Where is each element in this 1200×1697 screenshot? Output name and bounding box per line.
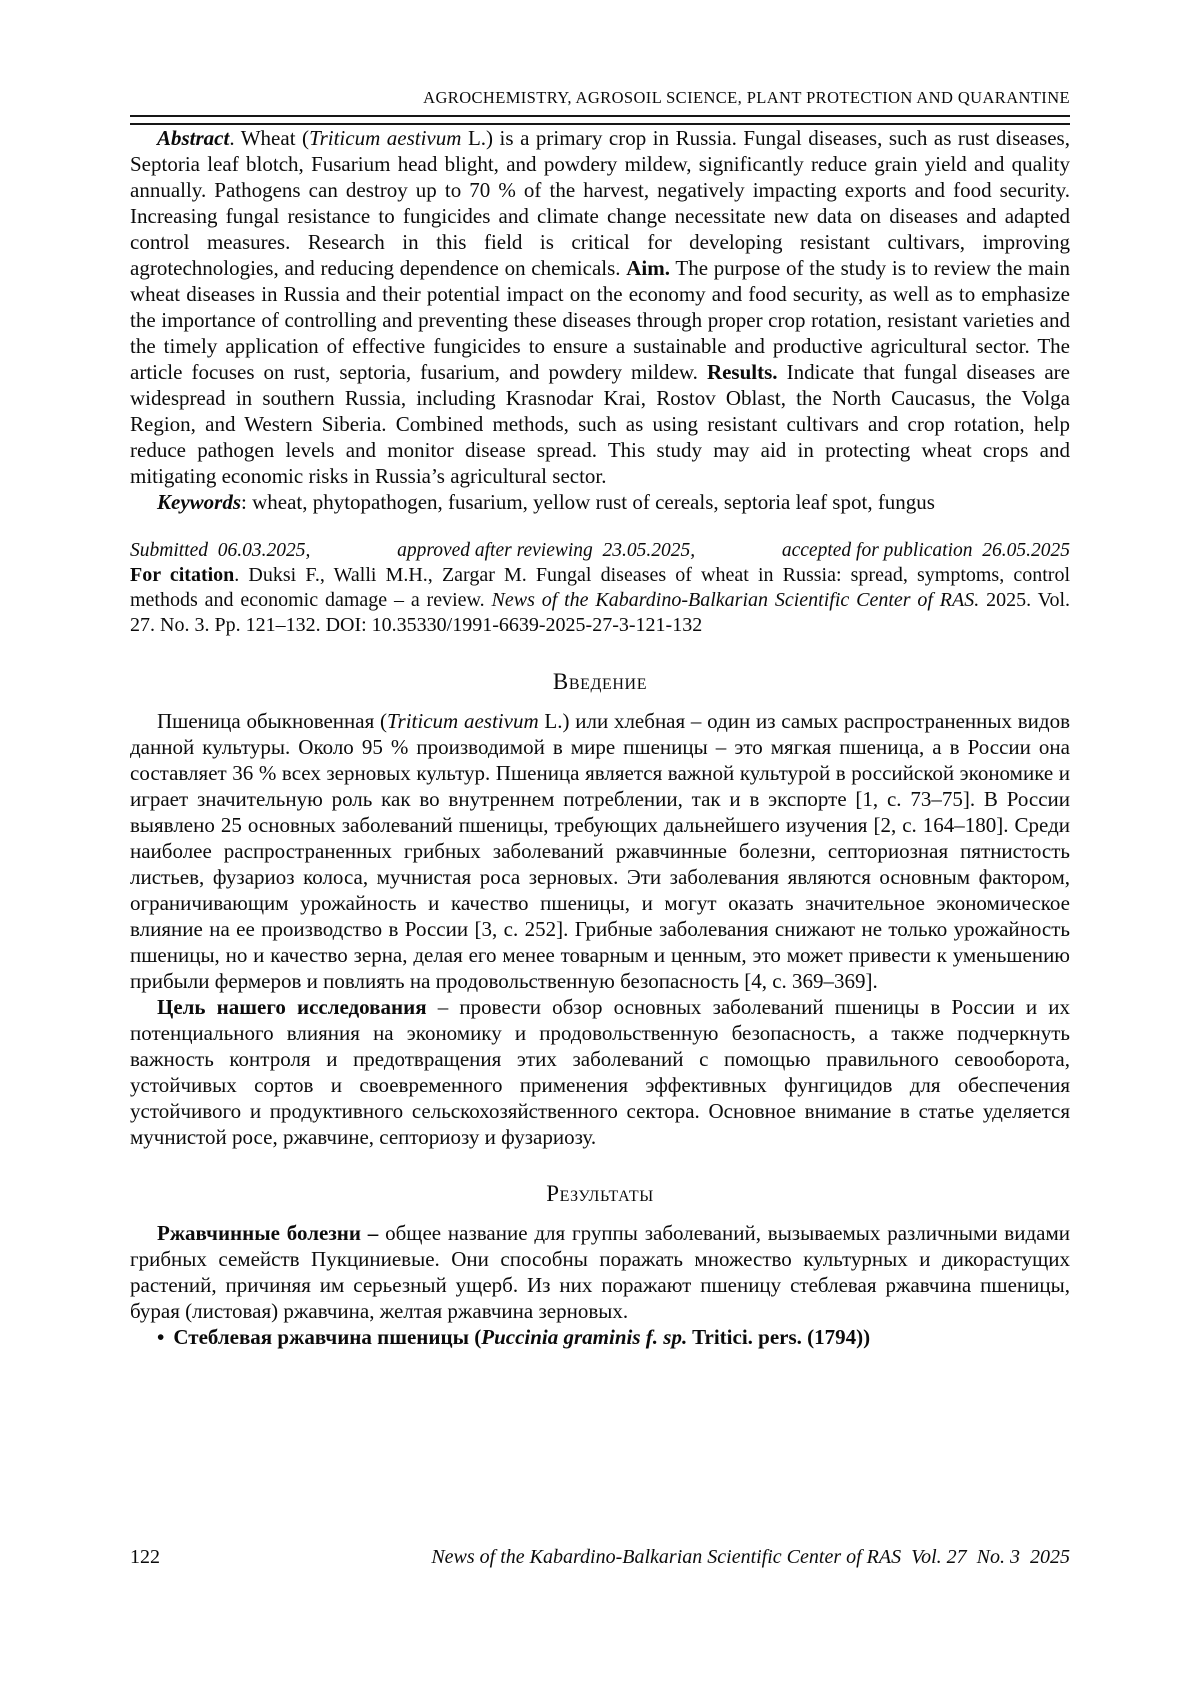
submitted-date: Submitted 06.03.2025, [130, 540, 311, 561]
approved-date: approved after reviewing 23.05.2025, [397, 540, 696, 561]
bullet-pathogen-tail: Tritici. pers. (1794)) [687, 1325, 871, 1349]
introduction-paragraph-2 [130, 994, 1070, 1150]
rust-diseases-text: общее название для группы заболеваний, вызываемых различными видами грибных семейств Пукциниевые. Они способны поражать множество культурных и дикорастущих растений, причиняя им серьезный ущерб. Из них поражают пшеницу стеблевая ржавчина пшеницы, бурая (листовая) ржавчина, желтая ржавчина зерновых. [130, 1221, 1070, 1323]
species-name-latin: Triticum aestivum [387, 709, 539, 733]
running-head [130, 88, 1070, 125]
aim-label: Aim. [626, 256, 671, 280]
results-label: Results. [706, 360, 778, 384]
introduction-heading: Введение [552, 669, 648, 694]
abstract-label: Abstract [157, 126, 230, 150]
bullet-disease-name: Стеблевая ржавчина пшеницы ( [173, 1325, 482, 1349]
abstract-body: L.) is a primary crop in Russia. Fungal diseases, such as rust diseases, Septoria leaf blotch, Fusarium head blight, and powdery mildew, significantly reduce grain yield and quality annually. Pathogens can destroy up to 70 % of the harvest, negatively impacting exports and food security. Increasing fungal resistance to fungicides and climate change necessitate new data on diseases and adapted control measures. Research in this field is critical for developing resistant cultivars, improving agrotechnologies, and reducing dependence on chemicals. [130, 126, 1070, 280]
bullet-pathogen-latin: Puccinia graminis f. sp. [481, 1325, 688, 1349]
page-number: 122 [130, 1546, 160, 1568]
dates-row [130, 539, 1070, 563]
abstract-text: . Wheat ( [229, 126, 310, 150]
aim-text: The purpose of the study is to review the main wheat diseases in Russia and their potential impact on the economy and food security, as well as to emphasize the importance of controlling and preventing these diseases through proper crop rotation, resistant varieties and the timely application of effective fungicides to ensure a sustainable and productive agricultural sector. The article focuses on rust, septoria, fusarium, and powdery mildew. [130, 256, 1070, 384]
for-citation-label: For citation [130, 564, 235, 586]
abstract-paragraph [130, 125, 1070, 489]
citation-authors-title: . Duksi F., Walli M.H., Zargar M. Fungal diseases of wheat in Russia: spread, symptoms, control methods and economic damage – a review. [130, 564, 1070, 611]
page-footer [130, 1545, 1070, 1569]
intro-text-body: L.) или хлебная – один из самых распространенных видов данной культуры. Около 95 % производимой в мире пшеницы – это мягкая пшеница, а в России она составляет 36 % всех зерновых культур. Пшеница является важной культурой в российской экономике и играет значительную роль как во внутреннем потреблении, так и в экспорте [1, с. 73–75]. В России выявлено 25 основных заболеваний пшеницы, требующих дальнейшего изучения [2, с. 164–180]. Среди наиболее распространенных грибных заболеваний ржавчинные болезни, септориозная пятнистость листьев, фузариоз колоса, мучнистая роса зерновых. Эти заболевания являются основным фактором, ограничивающим урожайность и качество пшеницы, и могут оказать значительное экономическое влияние на ее производство в России [3, с. 252]. Грибные заболевания снижают не только урожайность пшеницы, но и качество зерна, делая его менее товарным и ценным, это может привести к уменьшению прибыли фермеров и повлиять на продовольственную безопасность [4, с. 369–369]. [130, 709, 1071, 993]
study-goal-text: – провести обзор основных заболеваний пшеницы в России и их потенциального влияния на экономику и продовольственную безопасность, а также подчеркнуть важность контроля и предотвращения этих заболеваний с помощью правильного севооборота, устойчивых сортов и своевременного применения эффективных фунгицидов для обеспечения устойчивого и продуктивного сельскохозяйственного сектора. Основное внимание в статье уделяется мучнистой росе, ржавчине, септориозу и фузариозу. [130, 995, 1070, 1149]
citation-volume-doi: 2025. Vol. 27. No. 3. Pp. 121–132. DOI: 10.35330/1991-6639-2025-27-3-121-132 [130, 589, 1070, 636]
keywords-label: Keywords [157, 490, 241, 514]
keywords-list: : wheat, phytopathogen, fusarium, yellow rust of cereals, septoria leaf spot, fungus [241, 490, 935, 514]
bullet-icon: • [157, 1325, 165, 1349]
species-name-latin: Triticum aestivum [309, 126, 462, 150]
citation-journal-name: News of the Kabardino-Balkarian Scientific Center of RAS. [491, 589, 980, 611]
introduction-paragraph-1 [130, 708, 1070, 994]
bullet-item-stem-rust [130, 1324, 1070, 1350]
keywords-paragraph [130, 489, 1070, 515]
results-paragraph-1 [130, 1220, 1070, 1324]
header-rule [130, 115, 1070, 125]
citation-paragraph [130, 563, 1070, 638]
results-heading: Результаты [546, 1181, 654, 1206]
journal-section-title: AGROCHEMISTRY, AGROSOIL SCIENCE, PLANT PROTECTION AND QUARANTINE [423, 88, 1070, 107]
accepted-date: accepted for publication 26.05.2025 [781, 540, 1070, 561]
rust-diseases-label: Ржавчинные болезни – [157, 1221, 379, 1245]
footer-journal-line: News of the Kabardino-Balkarian Scientific Center of RAS Vol. 27 No. 3 2025 [431, 1546, 1070, 1568]
results-text: Indicate that fungal diseases are widespread in southern Russia, including Krasnodar Krai, Rostov Oblast, the North Caucasus, the Volga Region, and Western Siberia. Combined methods, such as using resistant cultivars and crop rotation, help reduce pathogen levels and monitor disease spread. This study may aid in protecting wheat crops and mitigating economic risks in Russia’s agricultural sector. [130, 360, 1070, 488]
intro-text-start: Пшеница обыкновенная ( [157, 709, 388, 733]
study-goal-label: Цель нашего исследования [157, 995, 427, 1019]
